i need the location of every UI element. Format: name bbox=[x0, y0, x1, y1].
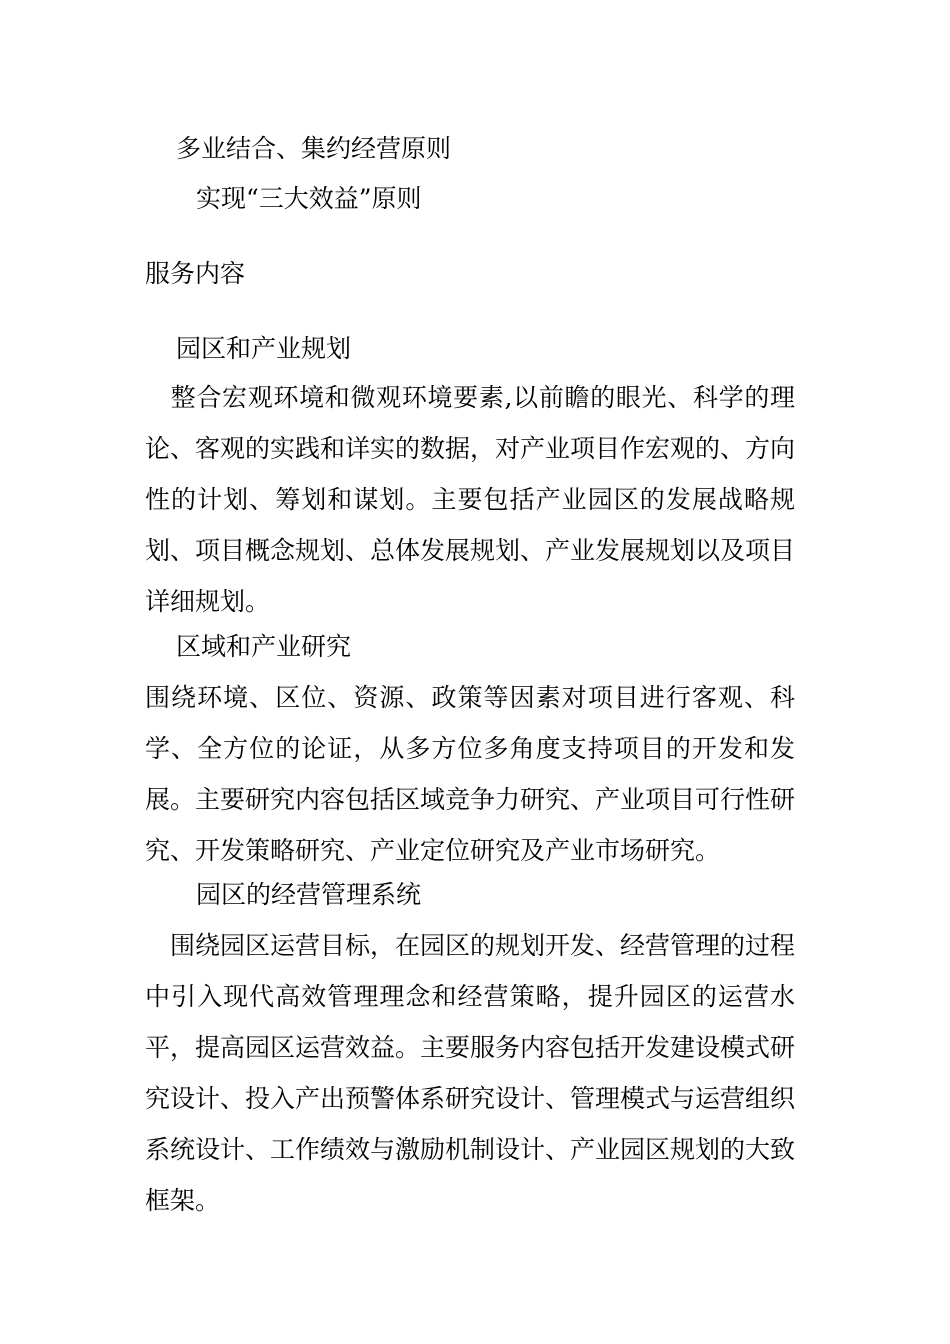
item-heading-1: 园区和产业规划 bbox=[176, 334, 352, 363]
item-heading-2: 区域和产业研究 bbox=[176, 632, 352, 661]
principle-line-1: 多业结合、集约经营原则 bbox=[176, 134, 452, 163]
item-body-2: 围绕环境、区位、资源、政策等因素对项目进行客观、科学、全方位的论证，从多方位多角度支持项目的开发和发展。主要研究内容包括区域竞争力研究、产业项目可行性研究、开发策略研究、产业定位研究及产业市场研究。 bbox=[145, 683, 796, 865]
principle-line-2: 实现“三大效益”原则 bbox=[196, 184, 422, 213]
item-heading-3: 园区的经营管理系统 bbox=[196, 880, 422, 909]
item-body-3: 围绕园区运营目标，在园区的规划开发、经营管理的过程中引入现代高效管理理念和经营策略，提升园区的运营水平，提高园区运营效益。主要服务内容包括开发建设模式研究设计、投入产出预警体系研究设计、管理模式与运营组织系统设计、工作绩效与激励机制设计、产业园区规划的大致框架。 bbox=[145, 931, 796, 1215]
section-title: 服务内容 bbox=[145, 259, 246, 288]
item-body-1: 整合宏观环境和微观环境要素,以前瞻的眼光、科学的理论、客观的实践和详实的数据，对产业项目作宏观的、方向性的计划、筹划和谋划。主要包括产业园区的发展战略规划、项目概念规划、总体发展规划、产业发展规划以及项目详细规划。 bbox=[145, 383, 796, 616]
